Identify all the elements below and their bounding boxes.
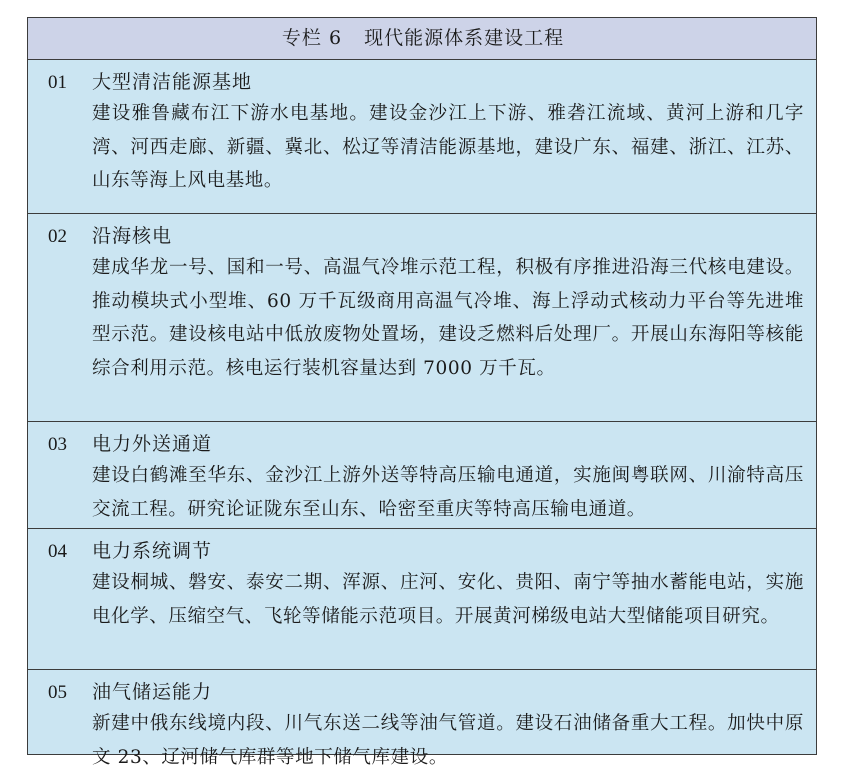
section-coastal-nuclear bbox=[28, 214, 816, 422]
section-number: 04 bbox=[48, 541, 67, 562]
section-number: 02 bbox=[48, 226, 67, 247]
section-title: 大型清洁能源基地 bbox=[92, 71, 253, 93]
section-oil-gas-storage bbox=[28, 670, 816, 768]
section-body: 建设白鹤滩至华东、金沙江上游外送等特高压输电通道，实施闽粤联网、川渝特高压交流工程。研究论证陇东至山东、哈密至重庆等特高压输电通道。 bbox=[92, 465, 804, 520]
section-number: 03 bbox=[48, 434, 67, 455]
section-title: 油气储运能力 bbox=[92, 681, 213, 703]
section-number: 01 bbox=[48, 72, 67, 93]
section-body: 建设雅鲁藏布江下游水电基地。建设金沙江上下游、雅砻江流域、黄河上游和几字湾、河西走廊、新疆、冀北、松辽等清洁能源基地，建设广东、福建、浙江、江苏、山东等海上风电基地。 bbox=[92, 103, 804, 191]
section-body: 建设桐城、磐安、泰安二期、浑源、庄河、安化、贵阳、南宁等抽水蓄能电站，实施电化学、压缩空气、飞轮等储能示范项目。开展黄河梯级电站大型储能项目研究。 bbox=[92, 572, 804, 627]
section-clean-energy-bases bbox=[28, 60, 816, 214]
section-title: 电力外送通道 bbox=[92, 433, 213, 455]
section-grid-regulation bbox=[28, 529, 816, 670]
section-power-transmission bbox=[28, 422, 816, 529]
section-title: 沿海核电 bbox=[92, 225, 173, 247]
section-title: 电力系统调节 bbox=[92, 540, 213, 562]
box-number: 专栏 6 bbox=[281, 27, 343, 49]
box-title-text: 现代能源体系建设工程 bbox=[364, 27, 565, 49]
section-body: 建成华龙一号、国和一号、高温气冷堆示范工程，积极有序推进沿海三代核电建设。推动模块式小型堆、60 万千瓦级商用高温气冷堆、海上浮动式核动力平台等先进堆型示范。建设核电站中低放废物处置场，建设乏燃料后处理厂。开展山东海阳等核能综合利用示范。核电运行装机容量达到 7000 万千瓦。 bbox=[92, 257, 804, 379]
feature-box bbox=[27, 17, 817, 768]
box-title bbox=[28, 18, 816, 60]
section-number: 05 bbox=[48, 682, 67, 703]
section-body: 新建中俄东线境内段、川气东送二线等油气管道。建设石油储备重大工程。加快中原文 23、辽河储气库群等地下储气库建设。 bbox=[92, 713, 804, 768]
